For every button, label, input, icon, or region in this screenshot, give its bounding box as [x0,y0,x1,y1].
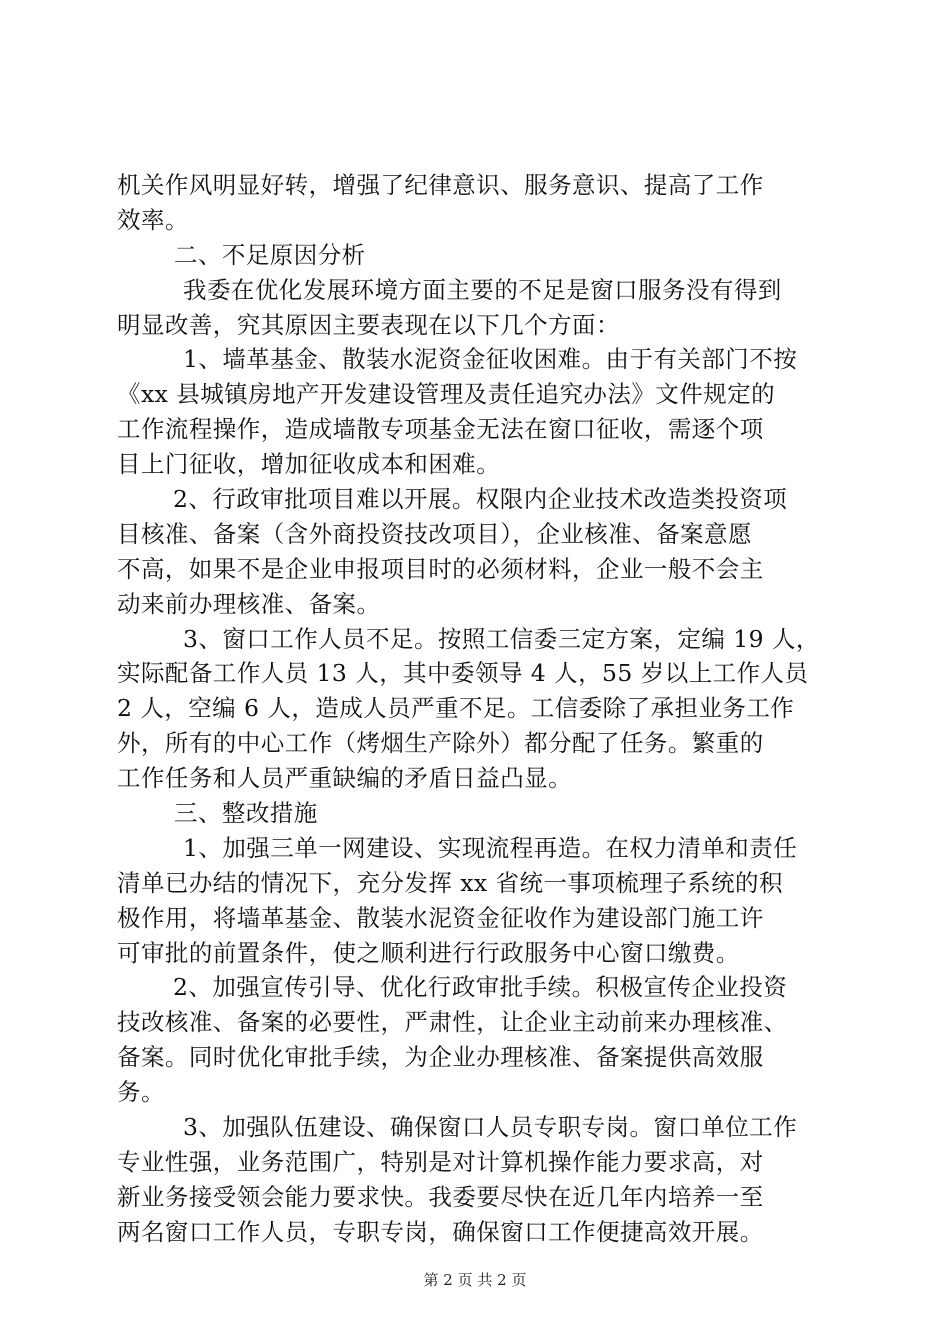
paragraph-line: 1、墙革基金、散装水泥资金征收困难。由于有关部门不按 [183,345,798,374]
paragraph-line: 3、窗口工作人员不足。按照工信委三定方案，定编 19 人， [183,624,820,653]
paragraph-line: 2、加强宣传引导、优化行政审批手续。积极宣传企业投资 [173,973,788,1002]
paragraph-line: 极作用，将墙革基金、散装水泥资金征收作为建设部门施工许 [117,903,764,932]
paragraph-line: 2 人，空编 6 人，造成人员严重不足。工信委除了承担业务工作 [117,694,795,723]
document-body [117,168,837,1250]
paragraph-line: 新业务接受领会能力要求快。我委要尽快在近几年内培养一至 [117,1182,764,1211]
paragraph-line: 清单已办结的情况下，充分发挥 xx 省统一事项梳理子系统的积 [117,868,783,897]
paragraph-line: 动来前办理核准、备案。 [117,589,381,618]
paragraph-line: 外，所有的中心工作（烤烟生产除外）都分配了任务。繁重的 [117,729,764,758]
paragraph-line: 机关作风明显好转，增强了纪律意识、服务意识、提高了工作 [117,171,764,199]
paragraph-line: 专业性强，业务范围广，特别是对计算机操作能力要求高，对 [117,1147,764,1176]
page-number-footer: 第 2 页 共 2 页 [423,1271,527,1289]
paragraph-line: 工作任务和人员严重缺编的矛盾日益凸显。 [117,764,573,793]
paragraph-line: 1、加强三单一网建设、实现流程再造。在权力清单和责任 [183,833,798,862]
paragraph-line: 可审批的前置条件，使之顺利进行行政服务中心窗口缴费。 [117,938,740,967]
section-heading: 三、整改措施 [174,799,318,828]
paragraph-line: 工作流程操作，造成墙散专项基金无法在窗口征收，需逐个项 [117,415,764,444]
paragraph-line: 两名窗口工作人员，专职专岗，确保窗口工作便捷高效开展。 [117,1217,764,1246]
paragraph-line: 目核准、备案（含外商投资技改项目），企业核准、备案意愿 [117,519,752,548]
paragraph-line: 目上门征收，增加征收成本和困难。 [117,450,501,479]
paragraph-line: 务。 [117,1078,165,1107]
paragraph-line: 《xx 县城镇房地产开发建设管理及责任追究办法》文件规定的 [117,380,776,409]
paragraph-line: 实际配备工作人员 13 人，其中委领导 4 人，55 岁以上工作人员 [117,659,809,688]
paragraph-line: 3、加强队伍建设、确保窗口人员专职专岗。窗口单位工作 [183,1113,798,1142]
paragraph-line: 备案。同时优化审批手续，为企业办理核准、备案提供高效服 [117,1043,764,1072]
paragraph-line: 技改核准、备案的必要性，严肃性，让企业主动前来办理核准、 [117,1008,788,1037]
section-heading: 二、不足原因分析 [174,240,366,269]
paragraph-line: 不高，如果不是企业申报项目时的必须材料，企业一般不会主 [117,554,764,583]
paragraph-line: 效率。 [117,205,189,234]
paragraph-line: 明显改善，究其原因主要表现在以下几个方面： [117,310,620,339]
paragraph-line: 我委在优化发展环境方面主要的不足是窗口服务没有得到 [183,275,782,304]
paragraph-line: 2、行政审批项目难以开展。权限内企业技术改造类投资项 [173,485,788,514]
